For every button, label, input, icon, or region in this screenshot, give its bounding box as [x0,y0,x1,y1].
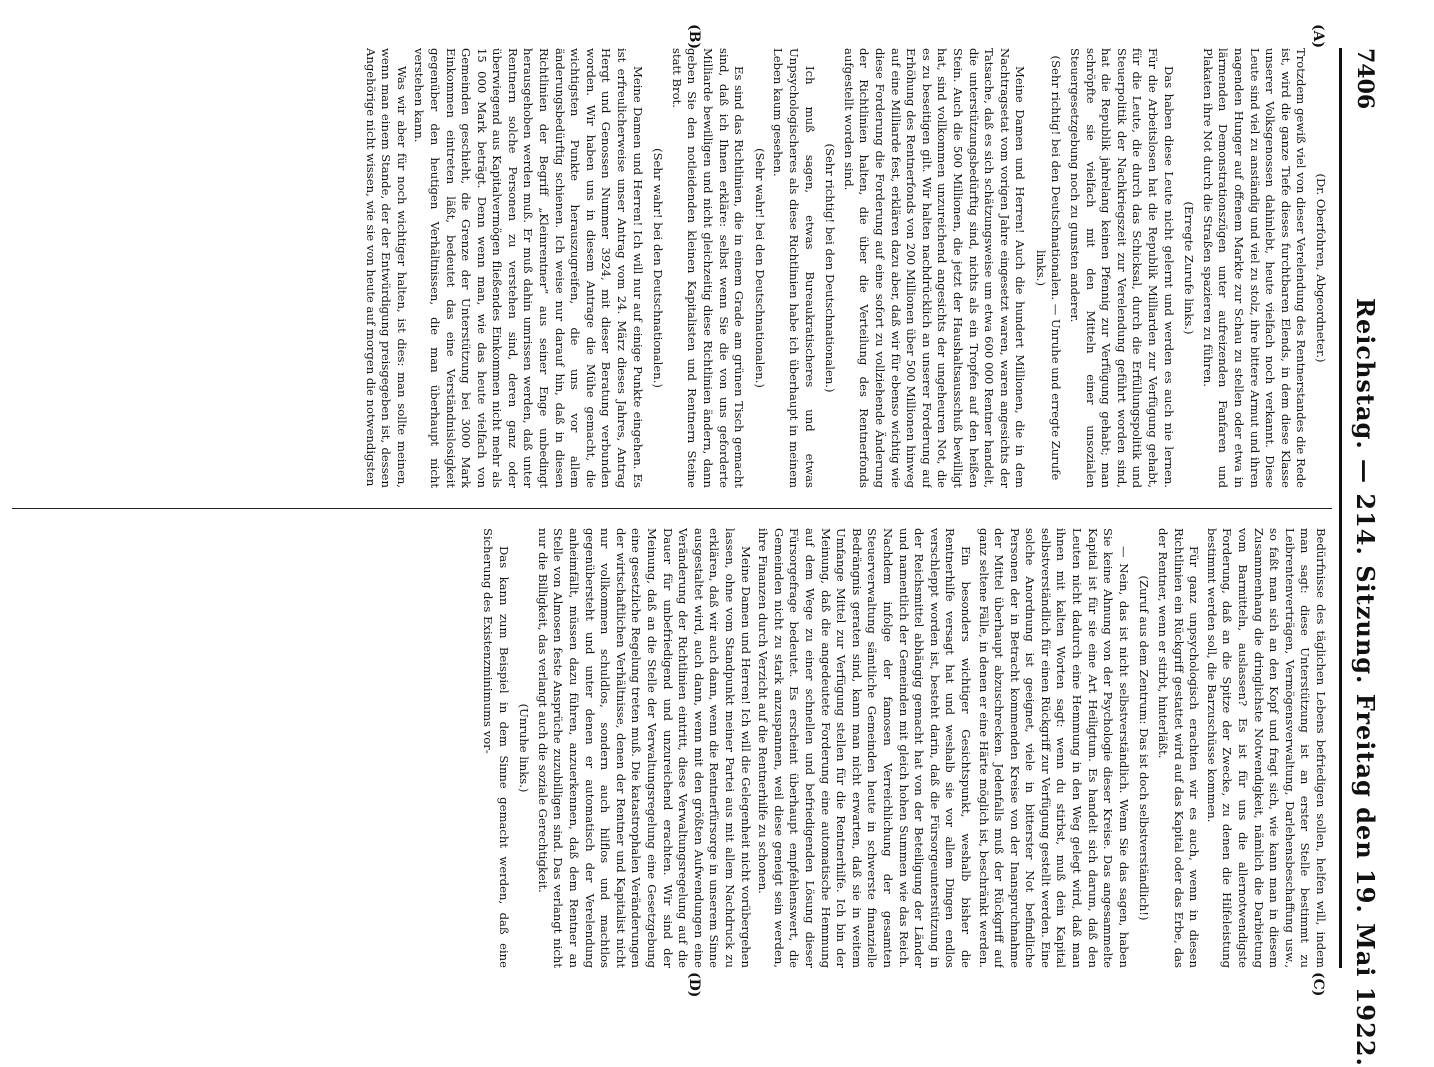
page-number: 7406 [1352,48,1378,110]
paragraph: Trotzdem gewiß viel von dieser Verelendung des Rentnerstandes die Rede ist, wird die ganze Tiefe dieses furchtbaren Elends, in dem diese Klasse unserer Volksgenossen dahinlebt, heute vielfach noch verkannt. Diese Leute sind viel zu anständig und viel zu stolz, ihre bittere Armut und ihren nagenden Hunger auf offenem Markte zur Schau zu stellen oder etwa in lärmenden Demonstrationszügen unter aufreizenden Fanfaren und Plakaten ihre Not durch die Straßen spazieren zu führen. [1200,48,1309,488]
right-column [18,528,1328,968]
interjection: (Zuruf aus dem Zentrum: Das ist doch selbstverständlich!) [1137,575,1152,921]
paragraph: — Nein, das ist nicht selbstverständlich. Wenn Sie das sagen, haben Sie keine Ahnung von der Psychologie dieser Kreise. Das angesammelte Kapital ist für sie eine Art Heiligtum. Es handelt sich darum, daß den Leuten nicht dadurch eine Hemmung in den Weg gelegt wird, daß man ihnen mit kalten Worten sagt: wenn du stirbst, muß dein Kapital selbstverständlich für einen Rückgriff zur Verfügung gestellt werden. Eine solche Anordnung ist geeignet, viele in bitterster Not befindliche Personen der in Betracht kommenden Kreise von der Inanspruchnahme der Mittel überhaupt abzuschrecken. Jedenfalls muß der Rückgriff auf ganz seltene Fälle, in denen er eine Härte möglich ist, beschränkt werden. [976,528,1131,968]
page-header [1346,48,1384,1067]
margin-mark-b: (B) [686,24,702,50]
interjection: (Sehr wahr! bei den Deutschnationalen.) [651,148,666,388]
column-divider [12,508,1332,509]
paragraph: Ein besonders wichtiger Gesichtspunkt, weshalb bisher die Rentnerhilfe versagt hat und weshalb sie vor allem Dingen endlos verschleppt worden ist, besteht darin, daß die Fürsorgeunterstützung in der Reichsmittel abhängig gemacht hat von der Beteiligung der Länder und namentlich der Gemeinden mit gleich hohen Summen wie das Reich. Nachdem infolge der famosen Verreichlichung der gesamten Steuerverwaltung sämtliche Gemeinden heute in schwerste finanzielle Bedrängnis geraten sind, kann man nicht erwarten, daß sie in weitem Umfange Mittel zur Verfügung stellen für die Rentnerhilfe. Ich bin der Meinung, daß die angedeutete Forderung eine automatische Hemmung auf dem Wege zu einer schnellen und befriedigenden Lösung dieser Fürsorgefrage bedeutet. Es erscheint überhaupt empfehlenswert, die Gemeinden nicht zu stark anzuspannen, weil diese geneigt sein werden, ihre Finanzen durch Verzicht auf die Rentnerhilfe zu schonen. [756,528,973,968]
interjection: (Unruhe links.) [517,703,532,793]
speaker-line: (Dr. Oberfohren, Abgeordneter.) [1314,173,1328,363]
running-title: Reichstag. — 214. Sitzung. Freitag den 19. Mai 1922. [1351,298,1380,1067]
paragraph: Das kann zum Beispiel in dem Sinne gemacht werden, daß eine Sicherung des Existenzminimums vor- [481,528,511,968]
paragraph: Das haben diese Leute nicht gelernt und werden es auch nie lernen. Für die Arbeitslosen hat die Republik Milliarden zur Verfügung gehabt, für die Leute, die durch das Schicksal, durch die Erfüllungspolitik und Steuerpolitik der Nachkriegszeit zur Verelendung geführt worden sind, hat die Republik jahrelang keinen Pfennig zur Verfügung gehabt; man schröpfte sie vielfach mit den Mitteln einer unsozialen Steuergesetzgebung noch zu gunsten anderer. [1068,48,1176,488]
paragraph: Für ganz unpsychologisch erachten wir es auch, wenn in diesen Richtlinien ein Rückgriff gestattet wird auf das Kapital oder das Erbe, das der Rentner, wenn er stirbt, hinterläßt. [1156,528,1202,968]
left-paragraphs [362,48,1308,488]
interjection: (Erregte Zurufe links.) [1182,201,1197,335]
paragraph: Ich muß sagen, etwas Bureaukratischeres und etwas Unpsychologischeres als diese Richtlinien habe ich überhaupt in meinem Leben kaum gesehen. [771,48,817,488]
paragraph: Meine Damen und Herren! Ich will nur auf einige Punkte eingehen. Es ist erfreulicherweise unser Antrag vom 24. März dieses Jahres, Antrag Hergt und Genossen Nummer 3924, mit dieser Beratung verbunden worden. Wir haben uns in diesem Antrage die Mühe gemacht, die wichtigsten Punkte herauszugreifen, die uns vor allem änderungsbedürftig schienen. Ich weise nur darauf hin, daß in diesen Richtlinien der Begriff „Kleinrentner“ aus seiner Enge unbedingt herausgehoben werden muß. Er muß dahin umrissen werden, daß unter Rentnern solche Personen zu verstehen sind, deren ganz oder überwiegend aus Kapitalvermögen fließendes Einkommen nicht mehr als 15 000 Mark beträgt. Denn wenn man, wie das heute vielfach von Gemeinden geschieht, die Grenze der Unterstützung bei 3000 Mark Einkommen eintreten läßt, bedeutet das eine Verständnislosigkeit gegenüber den heutigen Verhältnissen, die man überhaupt nicht verstehen kann. [412,48,645,488]
margin-mark-a: (A) [1310,24,1326,49]
paragraph: Es sind das Richtlinien, die in einem Grade am grünen Tisch gemacht sind, daß ich Ihnen erkläre: selbst wenn Sie die von uns geforderte Milliarde bewilligen und nicht gleichzeitig diese Richtlinien ändern, dann geben Sie den notleidenden kleinen Kapitalisten und Rentnern Steine statt Brot. [669,48,747,488]
interjection: (Sehr richtig! bei den Deutschnationalen. — Unruhe und erregte Zurufe links.) [1033,55,1064,481]
left-column [18,48,1328,488]
margin-mark-c: (C) [1310,972,1326,997]
header-rule [1339,48,1342,968]
right-paragraphs [480,528,1328,968]
paragraph: Bedürfnisse des täglichen Lebens befriedigen sollen, helfen will, indem man sagt: diese Unterstützung ist an erster Stelle bestimmt zu Leibrentenverträgen, Vermögensverwaltung, Darlehensbeschaffung usw., so faßt man sich an den Kopf und fragt sich, wie kann man in diesem Zusammenhang die dringlichste Notwendigkeit, nämlich die Darbietung vom Barmitteln, auslassen? Es ist für uns die allernotwendigste Forderung, daß an die Spitze der Zwecke, zu denen die Hilfeleistung bestimmt werden soll, die Barzuschüsse kommen. [1204,528,1328,968]
interjection: (Sehr richtig! bei den Deutschnationalen.) [823,143,838,393]
interjection: (Sehr wahr! bei den Deutschnationalen.) [752,148,767,388]
paragraph: Was wir aber für noch wichtiger halten, ist dies: man sollte meinen, wenn man einem Stande, der der Entwürdigung preisgegeben ist, dessen Angehörige nicht wissen, wie sie von heute auf morgen die notwendigsten [363,48,409,488]
paragraph: Meine Damen und Herren! Auch die hundert Millionen, die in dem Nachtragsetat vom vorigen Jahre eingesetzt waren, waren angesichts der Tatsache, daß es sich schätzungsweise um etwa 600 000 Rentner handelt, die unterstützungsbedürftig sind, nichts als ein Tropfen auf den heißen Stein. Auch die 500 Millionen, die jetzt der Haushaltsausschuß bewilligt hat, sind vollkommen unzureichend angesichts der ungeheuren Not, die es zu beseitigen gilt. Wir halten nachdrücklich an unserer Forderung auf Erhöhung des Rentnerfonds von 200 Millionen über 500 Millionen hinweg auf eine Milliarde fest, erklären dazu aber, daß wir für ebenso wichtig wie diese Forderung die Forderung auf eine sofort zu vollziehende Änderung der Richtlinien halten, die über die Verteilung des Rentnerfonds aufgestellt worden sind. [841,48,1028,488]
paragraph: Meine Damen und Herren! Ich will die Gelegenheit nicht vorübergehen lassen, ohne vom Standpunkt meiner Partei aus mit allem Nachdruck zu erklären, daß wir auch dann, wenn die Rentnerfürsorge in unserem Sinne ausgestaltet wird, auch dann, wenn mit den größten Aufwendungen eine Veränderung der Richtlinien eintritt, diese Verwaltungsregelung auf die Dauer für unbefriedigend und unzureichend erachten. Wir sind der Meinung, daß an die Stelle der Verwaltungsregelung eine Gesetzgebung eine gesetzliche Regelung treten muß. Die katastrophalen Veränderungen der wirtschaftlichen Verhältnisse, denen der Rentner und Kapitalist nicht nur vollkommen schuldlos, sondern auch hilflos und machtlos gegenübersteht und unter denen er automatisch der Verelendung anheimfällt, müssen dazu führen, anzuerkennen, daß dem Rentner an Stelle von Almosen feste Ansprüche zuzubilligen sind. Das verlangt nicht nur die Billigkeit, das verlangt auch die soziale Gerechtigkeit. [535,528,753,968]
margin-mark-d: (D) [686,972,702,998]
